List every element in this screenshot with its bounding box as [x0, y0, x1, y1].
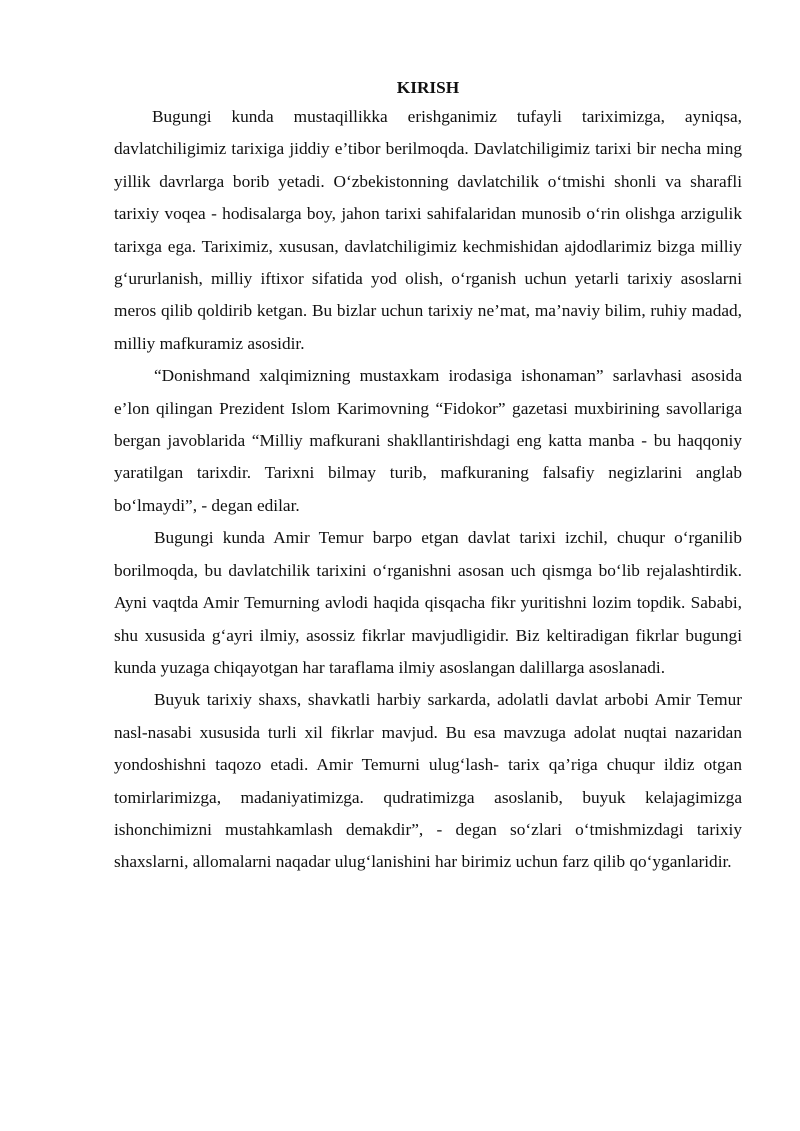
paragraph-4: Buyuk tarixiy shaxs, shavkatli harbiy sarkarda, adolatli davlat arbobi Amir Temur nasl-nasabi xususida turli xil fikrlar mavjud. Bu esa mavzuga adolat nuqtai nazaridan yondoshishni taqozo etadi. Amir Temurni ulug‘lash- tarix qa’riga chuqur ildiz otgan tomirlarimizga, madaniyatimizga. qudratimizga asoslanib, buyuk kelajagimizga ishonchimizni mustahkamlash demakdir”, - degan so‘zlari o‘tmishmizdagi tarixiy shaxslarni, allomalarni naqadar ulug‘lanishini har birimiz uchun farz qilib qo‘yganlaridir. — [114, 690, 742, 872]
document-page — [114, 74, 742, 879]
paragraph-3: Bugungi kunda Amir Temur barpo etgan davlat tarixi izchil, chuqur o‘rganilib borilmoqda, bu davlatchilik tarixini o‘rganishni asosan uch qismga bo‘lib rejalashtirdik. Ayni vaqtda Amir Temurning avlodi haqida qisqacha fikr yuritishni lozim topdik. Sababi, shu xususida g‘ayri ilmiy, asossiz fikrlar mavjudligidir. Biz keltiradigan fikrlar bugungi kunda yuzaga chiqayotgan har taraflama ilmiy asoslangan dalillarga asoslanadi. — [114, 528, 742, 677]
paragraph-1: Bugungi kunda mustaqillikka erishganimiz tufayli tariximizga, ayniqsa, davlatchiligimiz tarixiga jiddiy e’tibor berilmoqda. Davlatchiligimiz tarixi bir necha ming yillik davrlarga borib yetadi. O‘zbekistonning davlatchilik o‘tmishi shonli va sharafli tarixiy voqea - hodisalarga boy, jahon tarixi sahifalaridan munosib o‘rin olishga arzigulik tarixga ega. Tariximiz, xususan, davlatchiligimiz kechmishidan ajdodlarimiz bizga milliy g‘ururlanish, milliy iftixor sifatida yod olish, o‘rganish uchun yetarli tarixiy asoslarni meros qilib qoldirib ketgan. Bu bizlar uchun tarixiy ne’mat, ma’naviy bilim, ruhiy madad, milliy mafkuramiz asosidir. — [114, 107, 742, 353]
page-title: KIRISH — [396, 78, 460, 97]
paragraph-2: “Donishmand xalqimizning mustaxkam irodasiga ishonaman” sarlavhasi asosida e’lon qilingan Prezident Islom Karimovning “Fidokor” gazetasi muxbirining savollariga bergan javoblarida “Milliy mafkurani shakllantirishdagi eng katta manba - bu haqqoniy yaratilgan tarixdir. Tarixni bilmay turib, mafkuraning falsafiy negizlarini anglab bo‘lmaydi”, - degan edilar. — [114, 366, 742, 515]
